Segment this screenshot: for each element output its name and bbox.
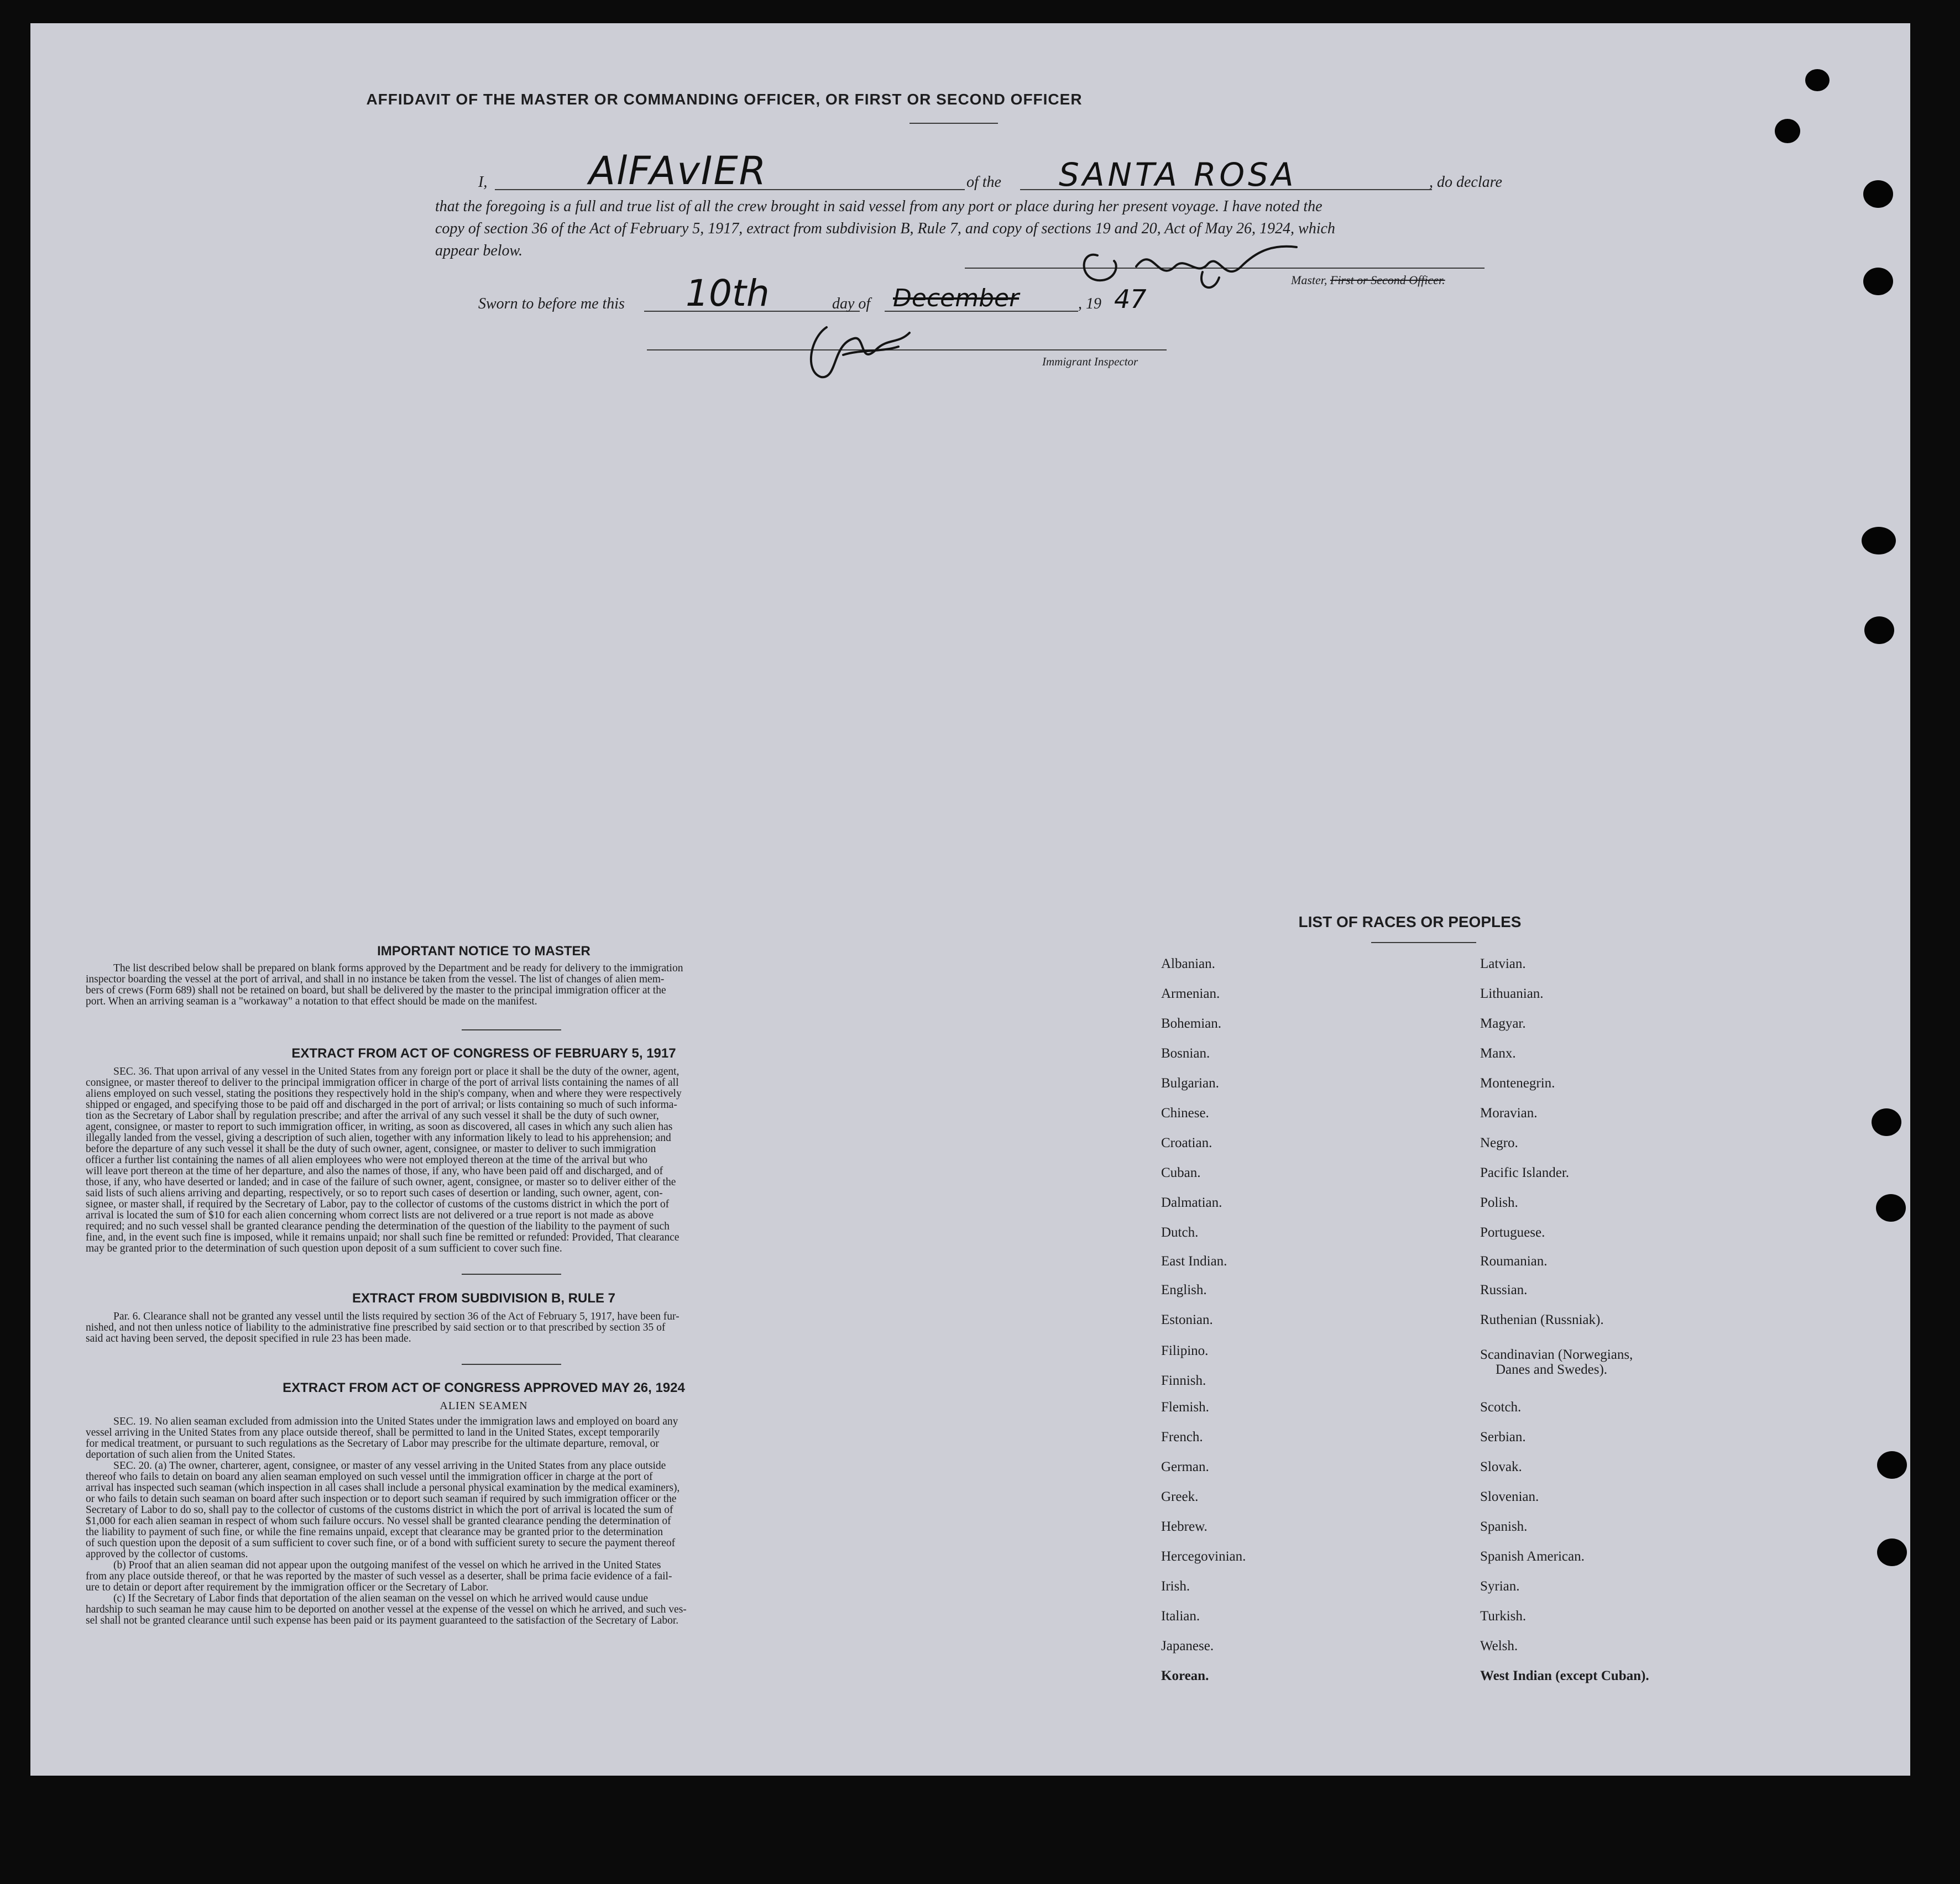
race-item: Ruthenian (Russniak). [1480,1312,1604,1327]
extract-line: SEC. 36. That upon arrival of any vessel in the United States from any foreign port or place it shall be the duty of the owner, agent, [113,1066,680,1077]
race-item: Japanese. [1161,1639,1214,1653]
race-item: Flemish. [1161,1400,1209,1415]
extract-line: required; and no such vessel shall be granted clearance pending the determination of the question of the liability to the payment of such [86,1221,670,1232]
year-prefix: , 19 [1078,295,1101,312]
title-divider [910,123,998,124]
vessel-name: SANTA ROSA [1059,156,1297,193]
inspector-label: Immigrant Inspector [1042,355,1138,368]
section-divider [462,1029,561,1030]
race-item: Russian. [1480,1283,1528,1297]
race-item: Dutch. [1161,1225,1199,1240]
race-item: German. [1161,1459,1209,1474]
race-item: Roumanian. [1480,1254,1548,1269]
race-item: Latvian. [1480,956,1526,971]
master-label-text: Master, [1291,273,1327,287]
sworn-day: 10th [686,272,770,315]
race-item: Hebrew. [1161,1519,1208,1534]
race-item: Welsh. [1480,1639,1518,1653]
race-item: Bohemian. [1161,1016,1222,1031]
extract-line: sel shall not be granted clearance until such expense has been paid or its payment guaranteed to the satisfaction of the Secretary of Labor. [86,1615,679,1626]
race-item: Danes and Swedes). [1496,1362,1608,1377]
races-title-divider [1371,942,1476,943]
of-the-label: of the [966,174,1001,191]
race-item: Slovak. [1480,1459,1522,1474]
affidavit-title: AFFIDAVIT OF THE MASTER OR COMMANDING OFFICER, OR FIRST OR SECOND OFFICER [366,91,1083,108]
notice-line: bers of crews (Form 689) shall not be retained on board, but shall be delivered by the master to the principal immigration officer at the [86,985,666,996]
extract-line: illegally landed from the vessel, giving a description of such alien, together with any information likely to lead to his apprehension; and [86,1132,671,1144]
extract-line: SEC. 20. (a) The owner, charterer, agent, consignee, or master of any vessel arriving in the United States from any place outside [113,1460,666,1472]
sworn-label: Sworn to before me this [478,295,625,312]
extract-line: (c) If the Secretary of Labor finds that deportation of the alien seaman on the vessel on which he arrived would cause undue [113,1593,649,1604]
punch-hole [1864,616,1894,644]
race-item: Scotch. [1480,1400,1522,1415]
race-item: Italian. [1161,1609,1200,1624]
sworn-year: 47 [1114,284,1147,314]
punch-hole [1877,1451,1907,1479]
extract-line: signee, or master shall, if required by the Secretary of Labor, pay to the collector of customs of the customs district in which the port of [86,1199,670,1210]
race-item: Portuguese. [1480,1225,1545,1240]
race-item: Armenian. [1161,986,1220,1001]
extract-line: will leave port thereon at the time of her departure, and also the names of those, if any, who have been paid off and discharged, and of [86,1165,663,1177]
sworn-month: December [893,284,1020,312]
race-item: West Indian (except Cuban). [1480,1668,1649,1683]
extract-line: arrival has inspected such seaman (which inspection in all cases shall include a personal physical examination by the medical examiners), [86,1482,680,1494]
race-item: Lithuanian. [1480,986,1544,1001]
notice-line: The list described below shall be prepared on blank forms approved by the Department and be ready for delivery to the immigration [113,962,683,974]
master-label [1291,273,1445,287]
punch-hole [1805,69,1830,91]
punch-hole [1775,119,1800,143]
punch-hole [1872,1108,1901,1136]
extract-line: the liability to payment of such fine, or while the fine remains unpaid, except that clearance may be granted prior to the determination [86,1526,663,1538]
race-item: Greek. [1161,1489,1199,1504]
extract-line: agent, consignee, or master to report to such immigration officer, in writing, as soon as discovered, all cases in which any such alien has [86,1121,673,1133]
punch-hole [1877,1538,1907,1566]
race-item: Slovenian. [1480,1489,1539,1504]
race-item: Turkish. [1480,1609,1527,1624]
extract-line: shipped or engaged, and specifying those to be paid off and discharged in the port of arrival; or lists containing so much of such informa- [86,1099,677,1111]
form-sheet [30,23,1910,1776]
extract-line: tion as the Secretary of Labor shall by regulation prescribe; and after the arrival of any such vessel it shall be the duty of such owner, [86,1110,659,1122]
struck-officer-text: First or Second Officer. [1330,273,1445,287]
extract-line: deportation of such alien from the United States. [86,1449,296,1461]
race-item: Irish. [1161,1579,1190,1594]
extract-line: hardship to such seaman he may cause him to be deported on another vessel at the expense of the vessel on which he arrived, and such ves- [86,1604,687,1615]
race-item: Negro. [1480,1135,1518,1150]
rule7-title: EXTRACT FROM SUBDIVISION B, RULE 7 [352,1291,616,1306]
extract-line: may be granted prior to the determination of such question upon deposit of a sum sufficient to cover such fine. [86,1243,562,1254]
section-divider [462,1364,561,1365]
notice-line: port. When an arriving seaman is a "workaway" a notation to that effect should be made on the manifest. [86,996,537,1007]
extract-1924-title: EXTRACT FROM ACT OF CONGRESS APPROVED MAY 26, 1924 [283,1380,685,1395]
extract-line: vessel arriving in the United States from any place outside thereof, shall be permitted to land in the United States, except temporarily [86,1427,660,1438]
race-item: Filipino. [1161,1343,1209,1358]
race-item: French. [1161,1430,1203,1445]
punch-hole [1863,268,1893,295]
rule7-body [86,1311,915,1344]
declaration-line: copy of section 36 of the Act of February 5, 1917, extract from subdivision B, Rule 7, and copy of sections 19 and 20, Act of May 26, 1924, which [435,220,1335,237]
race-item: Chinese. [1161,1106,1209,1121]
race-item: Albanian. [1161,956,1215,971]
race-item: Korean. [1161,1668,1209,1683]
race-item: Scandinavian (Norwegians, [1480,1347,1633,1362]
race-item: Spanish. [1480,1519,1528,1534]
race-item: Pacific Islander. [1480,1165,1570,1180]
rule7-line: Par. 6. Clearance shall not be granted any vessel until the lists required by section 36 of the Act of February 5, 1917, have been fur- [113,1311,680,1322]
race-item: Hercegovinian. [1161,1549,1246,1564]
notice-line: inspector boarding the vessel at the port of arrival, and shall in no instance be taken from the vessel. The list of changes of alien mem- [86,974,665,985]
extract-line: those, if any, who have deserted or landed; and in case of the failure of such owner, agent, consignee, or master so to deliver either of the [86,1176,676,1188]
extract-line: officer a further list containing the names of all alien employees who were not employed thereon at the time of the arrival but who [86,1154,648,1166]
race-item: Magyar. [1480,1016,1526,1031]
section-divider [462,1274,561,1275]
extract-line: before the departure of any such vessel it shall be the duty of such owner, agent, consignee, or master to deliver to such immigration [86,1143,656,1155]
i-label: I, [478,174,488,191]
notice-title: IMPORTANT NOTICE TO MASTER [377,944,590,959]
extract-line: thereof who fails to detain on board any alien seaman employed on such vessel until the immigration officer in charge at the port of [86,1471,653,1483]
race-item: Syrian. [1480,1579,1520,1594]
extract-line: said lists of such aliens arriving and departing, respectively, or so to report such cases of desertion or landing, such owner, agent, con- [86,1187,663,1199]
race-item: East Indian. [1161,1254,1227,1269]
extract-1917-body [86,1066,915,1254]
day-of-label: day of [832,295,871,312]
extract-line: for medical treatment, or pursuant to such regulations as the Secretary of Labor may prescribe for the ultimate departure, removal, or [86,1438,659,1449]
declaration-text [435,196,1541,262]
race-item: Dalmatian. [1161,1195,1222,1210]
extract-line: approved by the collector of customs. [86,1548,248,1560]
race-item: English. [1161,1283,1207,1297]
rule7-line: said act having been served, the deposit specified in rule 23 has been made. [86,1333,411,1344]
extract-1924-subtitle: ALIEN SEAMEN [440,1400,528,1412]
declaration-line: that the foregoing is a full and true list of all the crew brought in said vessel from any port or place during her present voyage. I have noted the [435,198,1323,215]
race-item: Estonian. [1161,1312,1213,1327]
notice-body [86,963,915,1007]
inspector-signature [793,311,932,388]
extract-1924-body [86,1416,915,1626]
race-item: Cuban. [1161,1165,1201,1180]
master-signature [1075,233,1308,300]
race-item: Croatian. [1161,1135,1212,1150]
extract-line: SEC. 19. No alien seaman excluded from admission into the United States under the immigration laws and employed on board any [113,1416,678,1427]
extract-line: (b) Proof that an alien seaman did not appear upon the outgoing manifest of the vessel on which he arrived in the United States [113,1559,661,1571]
punch-hole [1863,180,1893,208]
extract-line: or who fails to detain such seaman on board after such inspection or to deport such seaman if required by such immigration officer or the [86,1493,677,1505]
race-item: Finnish. [1161,1373,1206,1388]
rule7-line: nished, and not then unless notice of liability to the administrative fine prescribed by said section or to that prescribed by section 35 of [86,1322,666,1333]
race-item: Polish. [1480,1195,1518,1210]
do-declare-label: , do declare [1429,174,1502,191]
extract-line: consignee, or master thereof to deliver to the principal immigration officer in charge of the port of arrival lists containing the names of all [86,1077,679,1088]
extract-line: Secretary of Labor to do so, shall pay to the collector of customs of the customs district in which the port of arrival is located the sum of [86,1504,673,1516]
race-item: Bosnian. [1161,1046,1210,1061]
race-item: Serbian. [1480,1430,1526,1445]
punch-hole [1862,527,1896,554]
races-title: LIST OF RACES OR PEOPLES [1298,913,1522,930]
race-item: Bulgarian. [1161,1076,1219,1091]
extract-line: aliens employed on such vessel, stating the positions they respectively hold in the ship's company, when and where they were respectively [86,1088,682,1100]
extract-line: $1,000 for each alien seaman in respect of whom such failure occurs. No vessel shall be granted clearance pending the determination of [86,1515,671,1527]
master-name: AlFAvIER [589,148,767,193]
extract-1917-title: EXTRACT FROM ACT OF CONGRESS OF FEBRUARY 5, 1917 [291,1046,676,1061]
extract-line: arrival is located the sum of $10 for each alien concerning whom correct lists are not delivered or a true report is not made as above [86,1210,654,1221]
race-item: Moravian. [1480,1106,1538,1121]
declaration-line: appear below. [435,242,523,259]
race-item: Manx. [1480,1046,1516,1061]
extract-line: of such question upon the deposit of a sum sufficient to cover such fine, or of a bond with sufficient surety to secure the payment thereof [86,1537,676,1549]
race-item: Spanish American. [1480,1549,1585,1564]
extract-line: ure to detain or deport after requirement by the immigration officer or the Secretary of Labor. [86,1582,489,1593]
race-item: Montenegrin. [1480,1076,1555,1091]
extract-line: fine, and, in the event such fine is imposed, while it remains unpaid; nor shall such fine be remitted or refunded: Provided, That clearance [86,1232,680,1243]
extract-line: from any place outside thereof, or that he was reported by the master of such vessel as a deserter, shall be prima facie evidence of a fail- [86,1571,672,1582]
punch-hole [1876,1194,1906,1222]
